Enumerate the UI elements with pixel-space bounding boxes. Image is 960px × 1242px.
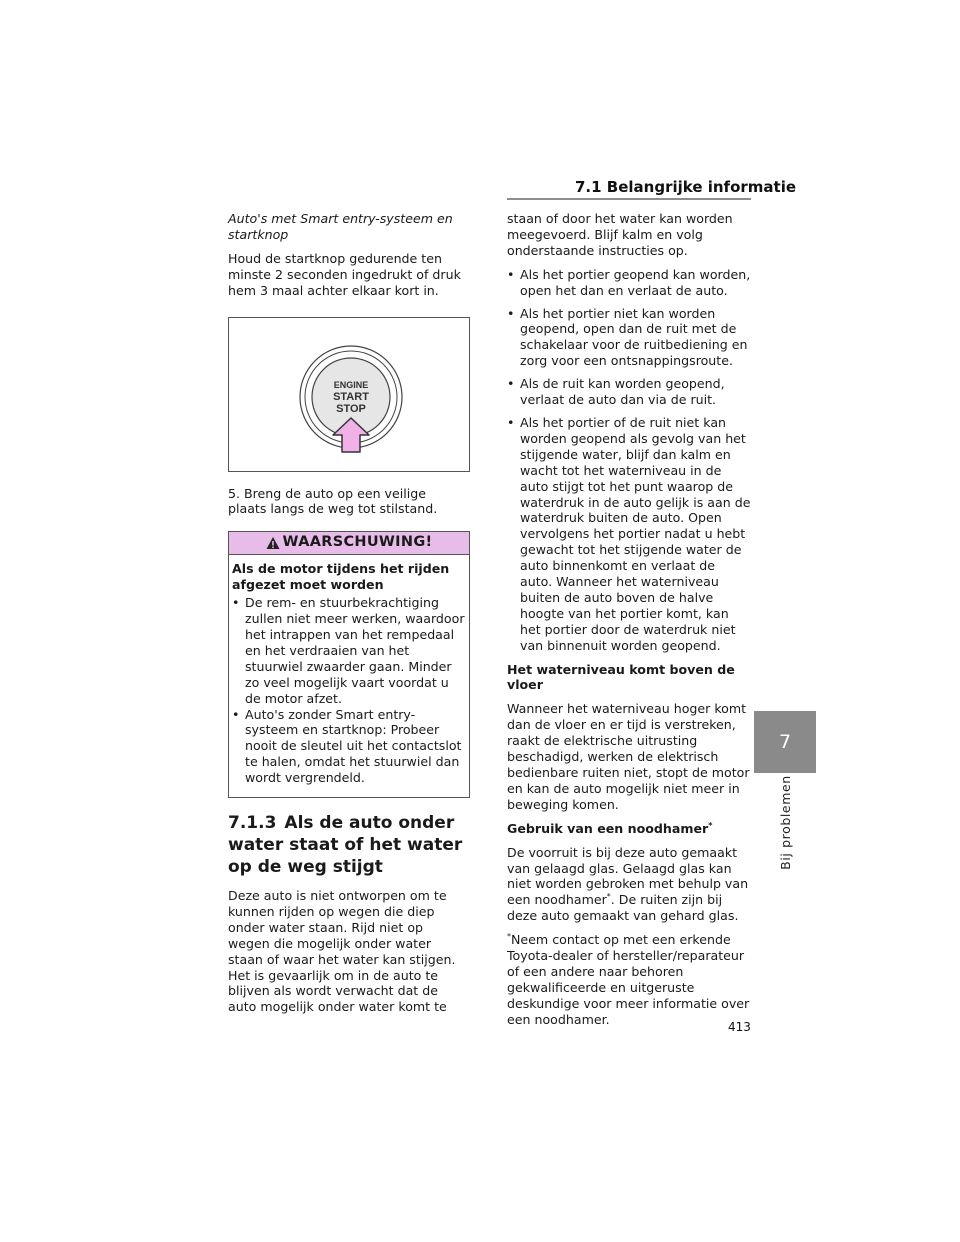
floor-text: Wanneer het waterniveau hoger komt dan de vloer en er tijd is verstreken, raakt de elektrische uitrusting beschadigd, werken de elektrisch bedienbare ruiten niet, stopt de motor en kan de auto mogelijk niet meer in beweging komen. xyxy=(507,701,750,812)
chapter-tab-label: Bij problemen xyxy=(777,774,793,870)
button-label-engine: ENGINE xyxy=(333,379,369,390)
hammer-text: De voorruit is bij deze auto gemaakt van gelaagd glas. Gelaagd glas kan niet worden gebroken met behulp van een noodhamer*. De ruiten zijn bij deze auto gemaakt van gehard glas. xyxy=(507,844,749,924)
warning-box xyxy=(228,531,470,798)
warning-item: • Auto's zonder Smart entry-systeem en startknop: Probeer nooit de sleutel uit het contactslot te halen, omdat het stuurwiel dan wordt vergrendeld. xyxy=(232,707,465,787)
instruction-item: • Als het portier of de ruit niet kan worden geopend als gevolg van het stijgende water, blijf dan kalm en wacht tot het waterniveau in de auto stijgt tot het punt waarop de waterdruk in de auto gelijk is aan de waterdruk buiten de auto. Open vervolgens het portier nadat u hebt gewacht tot het stijgende water de auto binnenkomt en verlaat de auto. Wanneer het waterniveau buiten de auto boven de halve hoogte van het portier komt, kan het portier door de waterdruk niet van binnenuit worden geopend. xyxy=(507,415,751,654)
warning-triangle-icon xyxy=(266,536,280,550)
instruction-item: • Als het portier geopend kan worden, open het dan en verlaat de auto. xyxy=(507,267,751,299)
section-heading xyxy=(228,812,468,878)
intro-text: Houd de startknop gedurende ten minste 2 seconden ingedrukt of druk hem 3 maal achter elkaar kort in. xyxy=(228,250,461,298)
section-number: 7.1.3 xyxy=(228,813,277,834)
warning-item: • De rem- en stuurbekrachtiging zullen niet meer werken, waardoor het intrappen van het rempedaal en het verdraaien van het stuurwiel zwaarder gaan. Minder zo veel mogelijk vaart voordat u de motor afzet. xyxy=(232,595,465,706)
warning-list xyxy=(232,595,465,786)
footnote-marker: * xyxy=(507,931,511,941)
section-title: Als de auto onder water staat of het water op de weg stijgt xyxy=(228,813,463,878)
warning-header xyxy=(229,532,469,555)
button-label-start: START xyxy=(333,390,369,403)
section-text: Deze auto is niet ontworpen om te kunnen rijden op wegen die diep onder water staan. Rijd niet op wegen die mogelijk onder water staan of waar het water kan stijgen. Het is gevaarlijk om in de auto te blijven als wordt verwacht dat de auto mogelijk onder water komt te xyxy=(228,888,456,1015)
footnote-marker: * xyxy=(708,820,713,830)
floor-heading: Het waterniveau komt boven de vloer xyxy=(507,661,735,693)
instruction-list xyxy=(507,267,751,654)
hammer-heading: Gebruik van een noodhamer* xyxy=(507,820,713,836)
intro-heading: Auto's met Smart entry-systeem en startknop xyxy=(228,211,453,242)
instruction-item: • Als de ruit kan worden geopend, verlaat de auto dan via de ruit. xyxy=(507,376,751,408)
left-column xyxy=(228,211,468,1023)
continued-text: staan of door het water kan worden meegevoerd. Blijf kalm en volg onderstaande instructies op. xyxy=(507,211,733,258)
step-5: 5. Breng de auto op een veilige plaats langs de weg tot stilstand. xyxy=(228,485,438,517)
footnote: *Neem contact op met een erkende Toyota-dealer of hersteller/reparateur of een andere naar behoren gekwalificeerde en uitgeruste deskundige voor meer informatie over een noodhamer. xyxy=(507,931,750,1027)
page-number: 413 xyxy=(728,1020,751,1034)
engine-start-stop-button-illustration xyxy=(229,318,471,473)
instruction-item: • Als het portier niet kan worden geopend, open dan de ruit met de schakelaar voor de ruitbediening en zorg voor een ontsnappingsroute. xyxy=(507,306,751,370)
footnote-marker: * xyxy=(606,892,611,902)
button-label-stop: STOP xyxy=(336,402,366,415)
warning-subheading: Als de motor tijdens het rijden afgezet moet worden xyxy=(232,561,450,593)
warning-body xyxy=(229,555,469,797)
chapter-tab[interactable]: 7 xyxy=(754,711,816,773)
warning-title: WAARSCHUWING! xyxy=(282,534,433,551)
chapter-header: 7.1 Belangrijke informatie xyxy=(575,178,797,196)
start-button-figure xyxy=(228,317,470,472)
right-column xyxy=(507,211,751,1036)
header-rule xyxy=(507,198,751,200)
